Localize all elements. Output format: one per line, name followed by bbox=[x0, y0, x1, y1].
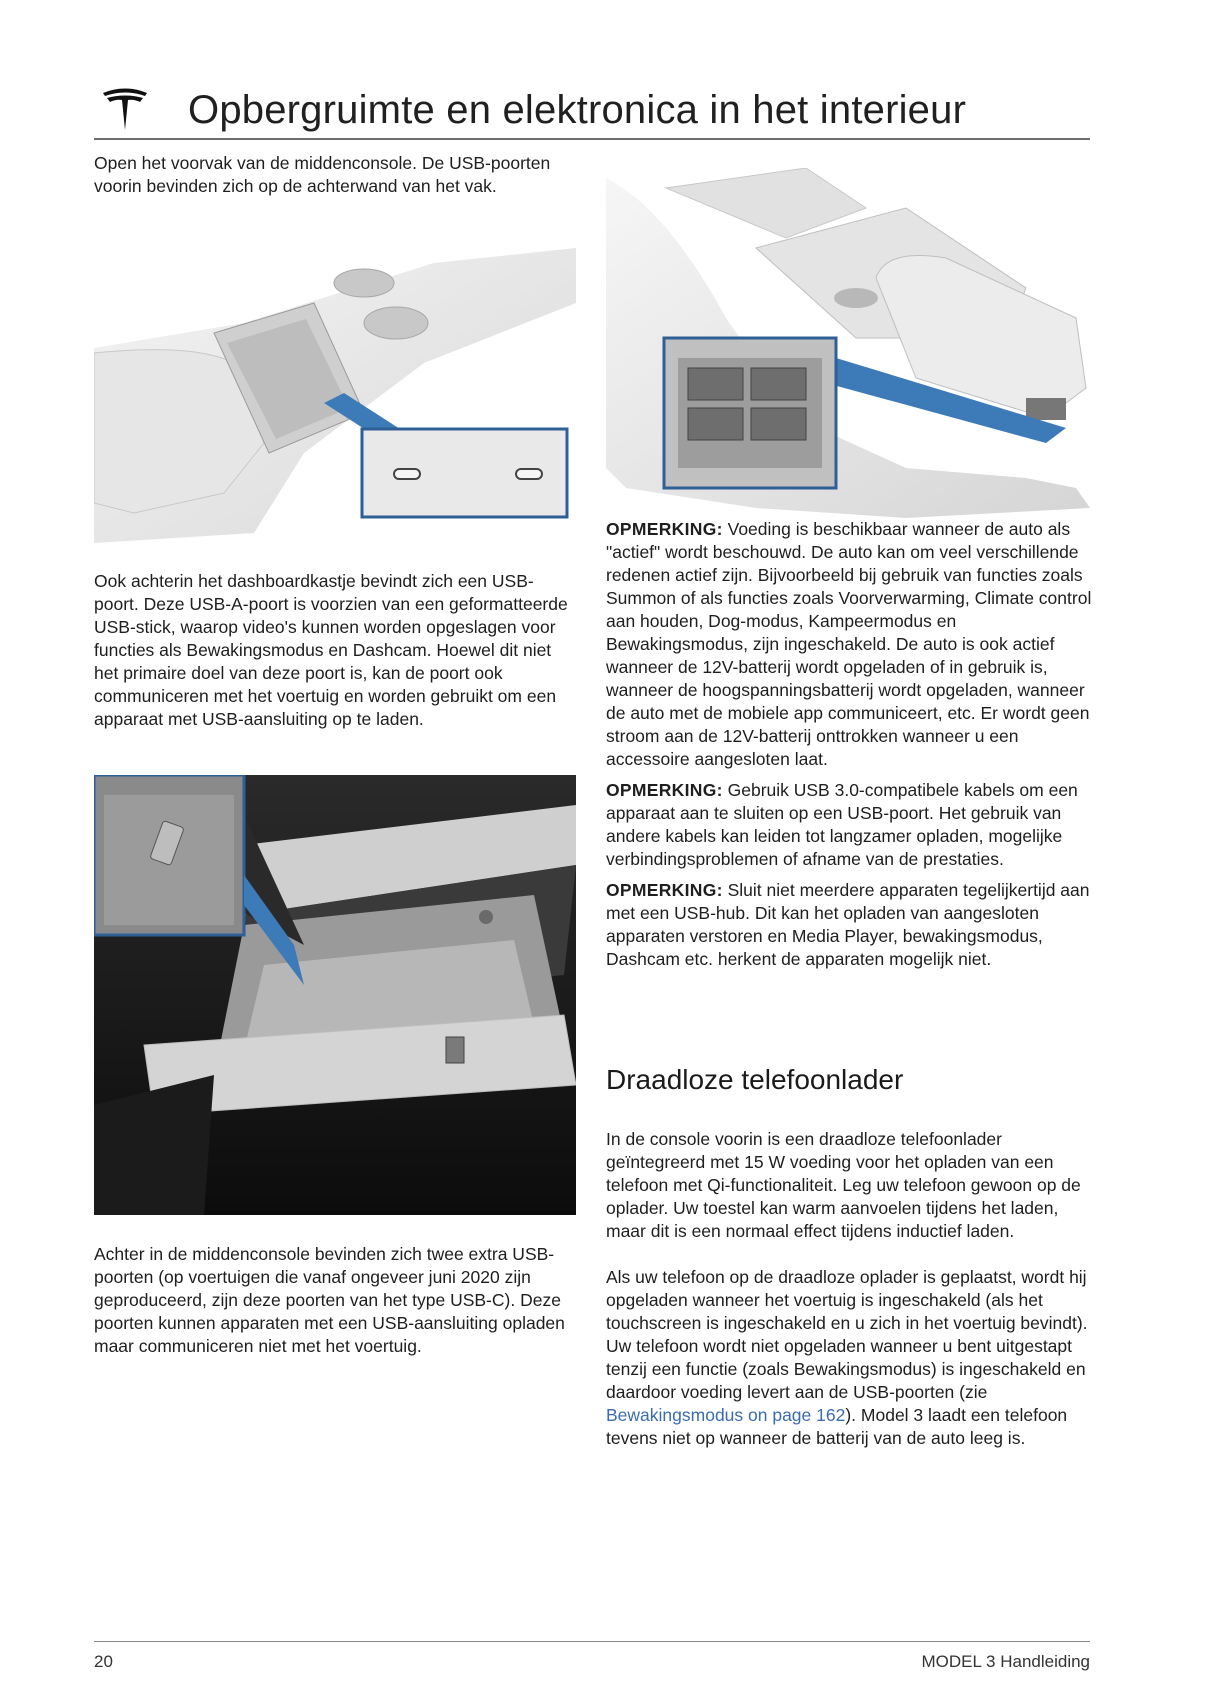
left-intro bbox=[94, 152, 574, 198]
figure-front-console-usb bbox=[94, 243, 576, 543]
section-heading: Draadloze telefoonlader bbox=[606, 1064, 904, 1095]
note-power: OPMERKING: Voeding is beschikbaar wanneer de auto als "actief" wordt beschouwd. De auto kan om veel verschillende redenen actief zijn. Bijvoorbeeld bij gebruik van functies zoals Summon of als functies zoals Voorverwarming, Climate control aan houden, Dog-modus, Kampeermodus en Bewakingsmodus, zijn ingeschakeld. De auto is ook actief wanneer de 12V-batterij wordt opgeladen of in gebruik is, wanneer de hoogspanningsbatterij wordt opgeladen, wanneer de auto met de mobiele app communiceert, etc. Er wordt geen stroom aan de 12V-batterij onttrokken wanneer u een accessoire aangesloten laat. bbox=[606, 519, 1092, 769]
paragraph-charger-intro: In de console voorin is een draadloze telefoonlader geïntegreerd met 15 W voeding voor het opladen van een telefoon met Qi-functionaliteit. Leg uw telefoon gewoon op de oplader. Uw toestel kan warm aanvoelen tijdens het laden, maar dit is een normaal effect tijdens inductief laden. bbox=[606, 1129, 1081, 1241]
paragraph-charger-conditions: Als uw telefoon op de draadloze oplader is geplaatst, wordt hij opgeladen wanneer het voertuig is ingeschakeld (als het touchscreen is ingeschakeld en u zich in het voertuig bevindt). Uw telefoon wordt niet opgeladen wanneer u bent uitgestapt tenzij een functie (zoals Bewakingsmodus) is ingeschakeld en daardoor voeding levert aan de USB-poorten (zie Bewakingsmodus on page 162). Model 3 laadt een telefoon tevens niet op wanneer de batterij van de auto leeg is. bbox=[606, 1267, 1088, 1448]
paragraph-rear-console: Achter in de middenconsole bevinden zich twee extra USB-poorten (op voertuigen die vanaf ongeveer juni 2020 zijn geproduceerd, zijn deze poorten van het type USB-C). Deze poorten kunnen apparaten met een USB-aansluiting opladen maar communiceren niet met het voertuig. bbox=[94, 1244, 565, 1356]
paragraph-front-console: Open het voorvak van de middenconsole. De USB-poorten voorin bevinden zich op de achterwand van het vak. bbox=[94, 153, 551, 196]
paragraph-glovebox: Ook achterin het dashboardkastje bevindt zich een USB-poort. Deze USB-A-poort is voorzien van een geformatteerde USB-stick, waarop video's kunnen worden opgeslagen voor functies als Bewakingsmodus en Dashcam. Hoewel dit niet het primaire doel van deze poort is, kan de poort ook communiceren met het voertuig en worden gebruikt om een apparaat met USB-aansluiting op te laden. bbox=[94, 571, 568, 729]
tesla-logo-icon bbox=[100, 84, 150, 132]
page-number: 20 bbox=[94, 1652, 113, 1671]
manual-name: MODEL 3 Handleiding bbox=[921, 1652, 1090, 1671]
right-body bbox=[606, 1128, 1092, 1450]
section-wireless-charger bbox=[606, 1064, 1092, 1095]
bewakingsmodus-link[interactable]: Bewakingsmodus on page 162 bbox=[606, 1405, 846, 1425]
left-rear-usb-text bbox=[94, 1243, 574, 1358]
footer-divider bbox=[94, 1641, 1090, 1642]
right-notes bbox=[606, 518, 1092, 971]
page-title: Opbergruimte en elektronica in het interieur bbox=[188, 88, 967, 132]
figure-rear-console-usb bbox=[606, 168, 1090, 518]
left-glovebox-text bbox=[94, 570, 574, 731]
title-divider bbox=[94, 138, 1090, 140]
figure-glovebox-usb bbox=[94, 775, 576, 1215]
note-cables: OPMERKING: Gebruik USB 3.0-compatibele kabels om een apparaat aan te sluiten op een USB-poort. Het gebruik van andere kabels kan leiden tot langzamer opladen, mogelijke verbindingsproblemen of afname van de prestaties. bbox=[606, 780, 1078, 869]
note-usb-hub: OPMERKING: Sluit niet meerdere apparaten tegelijkertijd aan met een USB-hub. Dit kan het opladen van aangesloten apparaten verstoren en Media Player, bewakingsmodus, Dashcam etc. herkent de apparaten mogelijk niet. bbox=[606, 880, 1090, 969]
